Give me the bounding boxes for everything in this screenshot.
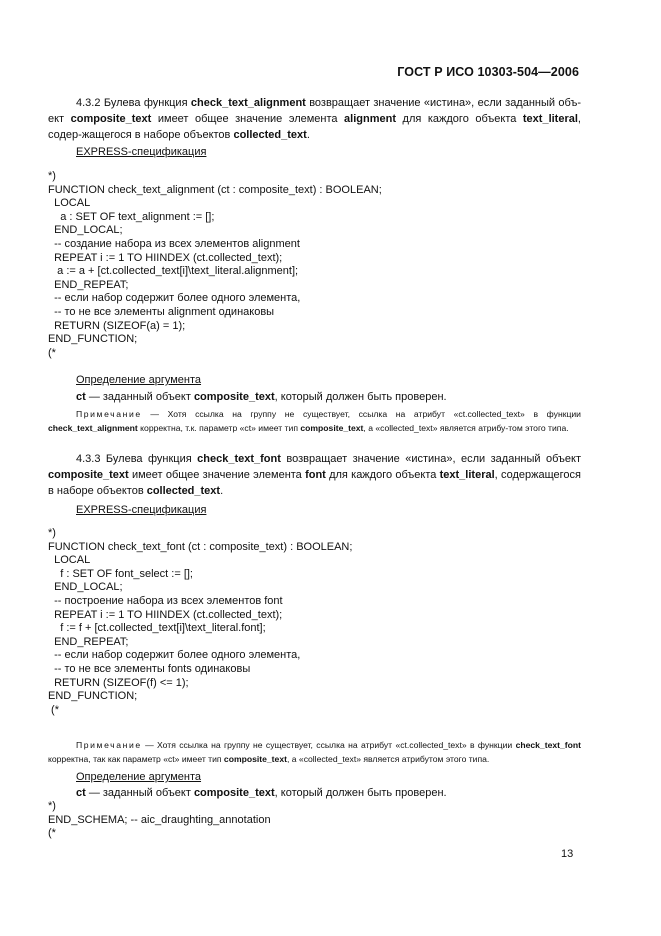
note-label: Примечание [76,740,142,750]
entity-name: composite_text [193,787,275,799]
entity-name: text_literal [522,113,578,125]
code-line: -- то не все элементы alignment одинаковы [48,305,275,318]
code-line: RETURN (SIZEOF(f) <= 1); [48,676,189,689]
section-4-3-2-paragraph [48,95,581,143]
text-run: , который должен быть проверен. [274,787,447,799]
attribute-name: collected_text [233,129,307,141]
entity-name: composite_text [48,469,129,481]
attribute-name: alignment [344,113,396,125]
document-id-header: ГОСТ Р ИСО 10303-504—2006 [397,65,579,79]
text-run: Булева функция [105,453,198,465]
code-line: END_LOCAL; [48,224,123,237]
code-line: *) [48,527,56,539]
text-run: , а «collected_text» является атрибутом этого типа. [286,753,490,764]
page-number: 13 [561,848,574,860]
code-line: f : SET OF font_select := []; [48,567,193,580]
note-label: Примечание [76,409,142,419]
text-run: . [220,485,224,497]
code-line: -- построение набора из всех элементов font [48,594,283,607]
argument-definition-label-2: Определение аргумента [76,771,202,783]
argument-definition-2 [76,786,447,800]
entity-name: composite_text [193,391,275,403]
code-line: END_LOCAL; [48,581,123,594]
code-line: -- создание набора из всех элементов alignment [48,237,300,250]
express-spec-label-1: EXPRESS-спецификация [76,146,207,158]
code-line: a : SET OF text_alignment := []; [48,210,215,223]
code-line: END_REPEAT; [48,278,129,291]
text-run: имеет общее значение элемента [151,113,345,125]
code-line: FUNCTION check_text_font (ct : composite_text) : BOOLEAN; [48,540,353,553]
section-number: 4.3.3 [76,453,101,465]
express-code-block-2 [48,527,352,717]
code-line: (* [48,827,56,840]
code-line: END_REPEAT; [48,635,129,648]
code-line: RETURN (SIZEOF(a) = 1); [48,319,186,332]
text-run: для каждого объекта [325,469,440,481]
code-line: *) [48,800,56,812]
section-number: 4.3.2 [76,97,101,109]
code-line: -- если набор содержит более одного элемента, [48,649,301,662]
text-run: — заданный объект [85,391,194,403]
code-line: *) [48,170,56,182]
code-line: -- если набор содержит более одного элемента, [48,292,301,305]
function-name: check_text_font [197,453,281,465]
arg-name: ct [76,391,86,403]
text-run: — Хотя ссылка на группу не существует, ссылка на атрибут «ct.collected_text» в функции [141,740,516,750]
text-run: возвращает значение «истина», если заданный объект [280,453,581,465]
code-line: (* [48,346,56,359]
text-run: , содер-жащегося в наборе объектов [48,113,581,141]
text-run: для каждого объекта [396,113,523,125]
section-4-3-3-paragraph [48,451,581,499]
code-line: LOCAL [48,554,91,567]
note-1 [48,408,581,435]
express-spec-label-2: EXPRESS-спецификация [76,504,207,516]
entity-name: text_literal [439,469,495,481]
code-line: END_FUNCTION; [48,333,138,346]
code-line: REPEAT i := 1 TO HIINDEX (ct.collected_text); [48,251,283,264]
function-name: check_text_alignment [48,422,138,433]
entity-name: composite_text [300,422,364,433]
text-run: корректна, т.к. параметр «ct» имеет тип [137,422,301,433]
text-run: — Хотя ссылка на группу не существует, ссылка на атрибут «ct.collected_text» в функции [141,409,581,419]
attribute-name: font [305,469,326,481]
code-line: a := a + [ct.collected_text[i]\text_literal.alignment]; [48,265,299,278]
code-line: REPEAT i := 1 TO HIINDEX (ct.collected_text); [48,608,283,621]
function-name: check_text_alignment [190,97,306,109]
text-run: Булева функция [103,97,191,109]
code-line: (* [48,703,59,716]
code-line: LOCAL [48,197,91,210]
text-run: . [306,129,310,141]
express-code-block-3 [48,800,271,841]
text-run: имеет общее значение элемента [128,469,306,481]
code-line: END_SCHEMA; -- aic_draughting_annotation [48,813,271,826]
express-code-block-1 [48,170,382,360]
arg-name: ct [76,787,86,799]
argument-definition-1 [76,390,447,404]
function-name: check_text_font [515,740,581,750]
code-line: -- то не все элементы fonts одинаковы [48,662,251,675]
text-run: — заданный объект [85,787,194,799]
code-line: FUNCTION check_text_alignment (ct : composite_text) : BOOLEAN; [48,183,382,196]
entity-name: composite_text [223,753,287,764]
attribute-name: collected_text [146,485,221,497]
text-run: , а «collected_text» является атрибу-том этого типа. [363,422,569,433]
note-2 [48,739,581,766]
text-run: корректна, так как параметр «ct» имеет тип [48,753,224,764]
text-run: возвращает значение «истина», если заданный объ-ект [48,97,582,125]
text-run: , который должен быть проверен. [274,391,447,403]
code-line: f := f + [ct.collected_text[i]\text_literal.font]; [48,622,266,635]
entity-name: composite_text [70,113,152,125]
text-run: , содержащегося в наборе объектов [48,469,581,497]
argument-definition-label-1: Определение аргумента [76,374,202,386]
code-line: END_FUNCTION; [48,690,138,703]
